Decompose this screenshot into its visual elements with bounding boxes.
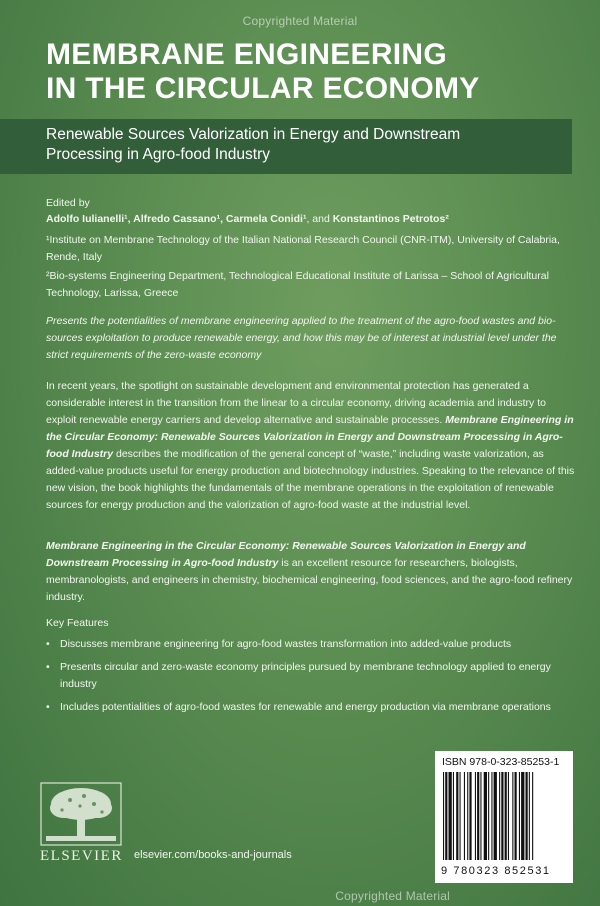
editor-list: Adolfo Iulianelli¹, Alfredo Cassano¹, Carmela Conidi¹, and Konstantinos Petrotos² — [46, 213, 449, 225]
editor-affil-mark: ¹ — [302, 213, 307, 225]
key-features-list — [46, 636, 576, 722]
list-item — [46, 659, 576, 693]
book-title-inline: Membrane Engineering in the Circular Economy: Renewable Sources Valorization in Energy and Downstream Processing in Agro-food Industry — [46, 414, 574, 460]
editor-conjunction: , and — [306, 213, 333, 225]
editor-affil-mark: ¹ — [216, 213, 221, 225]
watermark-top: Copyrighted Material — [242, 14, 358, 28]
title-line-1: MEMBRANE ENGINEERING — [46, 38, 448, 71]
editor-name: Adolfo Iulianelli — [46, 213, 125, 225]
elsevier-tree-icon — [40, 782, 122, 846]
description-text: describes the modification of the general concept of “waste,” including waste valorization, as added-value products useful for energy production and biotechnology industries. Speaking to the relevance of this new vision, the book highlights the fundamentals of the membrane operations in the exploitation of renewable sources for energy production and the valorization of agro-food waste at the industrial level. — [46, 448, 575, 511]
list-item-text: Includes potentialities of agro-food wastes for renewable and energy production via membrane operations — [60, 701, 551, 713]
edited-by-label: Edited by — [46, 197, 90, 209]
barcode-icon — [443, 772, 565, 862]
editor-name: Alfredo Cassano — [133, 213, 217, 225]
subtitle-line-1: Renewable Sources Valorization in Energy and Downstream — [46, 126, 461, 143]
editor-affil-mark: ¹ — [124, 213, 128, 225]
bullet-icon: • — [46, 701, 50, 713]
list-item-text: Presents circular and zero-waste economy principles pursued by membrane technology applied to energy industry — [60, 661, 551, 690]
publisher-logo — [40, 782, 122, 865]
book-subtitle — [46, 125, 566, 165]
bullet-icon: • — [46, 661, 50, 673]
editor-affil-mark: ² — [445, 213, 449, 225]
barcode-box — [435, 751, 573, 883]
key-features-heading: Key Features — [46, 617, 109, 629]
description-text: is an excellent resource for researchers, biologists, membranologists, and engineers in chemistry, biochemical engineering, food sciences, and the agro-food refinery industry. — [46, 557, 573, 603]
publisher-name: ELSEVIER — [40, 848, 123, 864]
barcode-digits: 9 780323 852531 — [441, 865, 551, 877]
title-line-2: IN THE CIRCULAR ECONOMY — [46, 72, 480, 105]
description-text: In recent years, the spotlight on sustainable development and environmental protection has generated a considerable interest in the transition from the linear to a circular economy, driving academia and industry to exploit renewable energy carriers and develop alternative and sustainable processes. — [46, 380, 546, 426]
list-item-text: Discusses membrane engineering for agro-food wastes transformation into added-value products — [60, 638, 512, 650]
book-title — [46, 38, 480, 106]
affiliation-1: ¹Institute on Membrane Technology of the Italian National Research Council (CNR-ITM), University of Calabria, Rende, Italy — [46, 234, 560, 263]
bullet-icon: • — [46, 638, 50, 650]
editor-name: Konstantinos Petrotos — [332, 213, 446, 225]
tagline: Presents the potentialities of membrane engineering applied to the treatment of the agro-food wastes and bio-sources exploitation to produce renewable energy, and how this may be of interest at industrial level under the strict requirements of the zero-waste economy — [46, 315, 557, 361]
affiliation-2: ²Bio-systems Engineering Department, Technological Educational Institute of Larissa – School of Agricultural Technology, Larissa, Greece — [46, 270, 549, 299]
description-paragraph-2 — [46, 538, 576, 606]
book-title-inline: Membrane Engineering in the Circular Economy: Renewable Sources Valorization in Energy and Downstream Processing in Agro-food Industry — [46, 540, 526, 569]
editors-block — [46, 195, 576, 227]
list-item — [46, 636, 576, 653]
description-paragraph-1 — [46, 378, 576, 514]
watermark-bottom: Copyrighted Material — [335, 889, 450, 903]
editor-name: Carmela Conidi — [225, 213, 303, 225]
list-item — [46, 699, 576, 716]
isbn-label: ISBN 978-0-323-85253-1 — [442, 756, 560, 768]
subtitle-line-2: Processing in Agro-food Industry — [46, 146, 271, 163]
publisher-url[interactable]: elsevier.com/books-and-journals — [134, 849, 292, 861]
